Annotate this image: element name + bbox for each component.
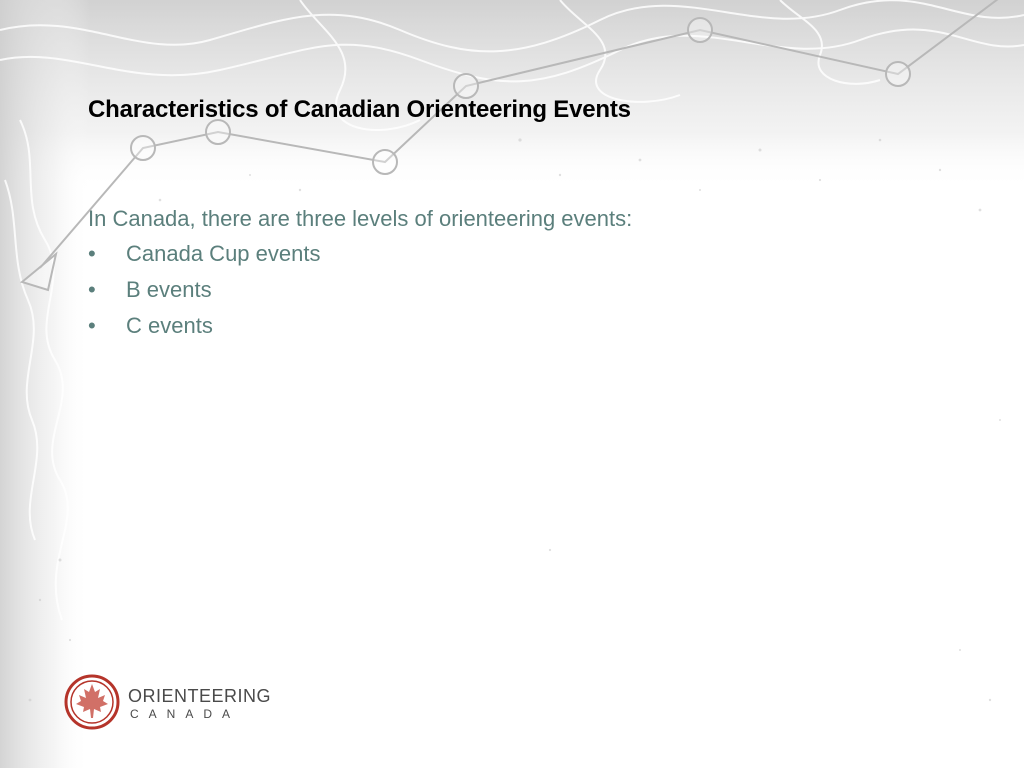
list-item-label: B events bbox=[126, 277, 212, 302]
list-item bbox=[88, 236, 888, 272]
list-item-label: C events bbox=[126, 313, 213, 338]
event-levels-list bbox=[88, 236, 888, 344]
maple-leaf-emblem-icon bbox=[64, 674, 120, 730]
slide-title: Characteristics of Canadian Orienteering Events bbox=[88, 96, 631, 123]
bullet-icon: • bbox=[88, 277, 96, 302]
list-item bbox=[88, 272, 888, 308]
bullet-icon: • bbox=[88, 241, 96, 266]
intro-text: In Canada, there are three levels of orienteering events: bbox=[88, 206, 633, 231]
list-item bbox=[88, 308, 888, 344]
list-item-label: Canada Cup events bbox=[126, 241, 321, 266]
logo-subtitle: CANADA bbox=[130, 707, 241, 721]
logo-wordmark: ORIENTEERING bbox=[128, 686, 272, 706]
slide-body bbox=[88, 202, 888, 344]
orienteering-canada-logo bbox=[64, 674, 272, 734]
bullet-icon: • bbox=[88, 313, 96, 338]
